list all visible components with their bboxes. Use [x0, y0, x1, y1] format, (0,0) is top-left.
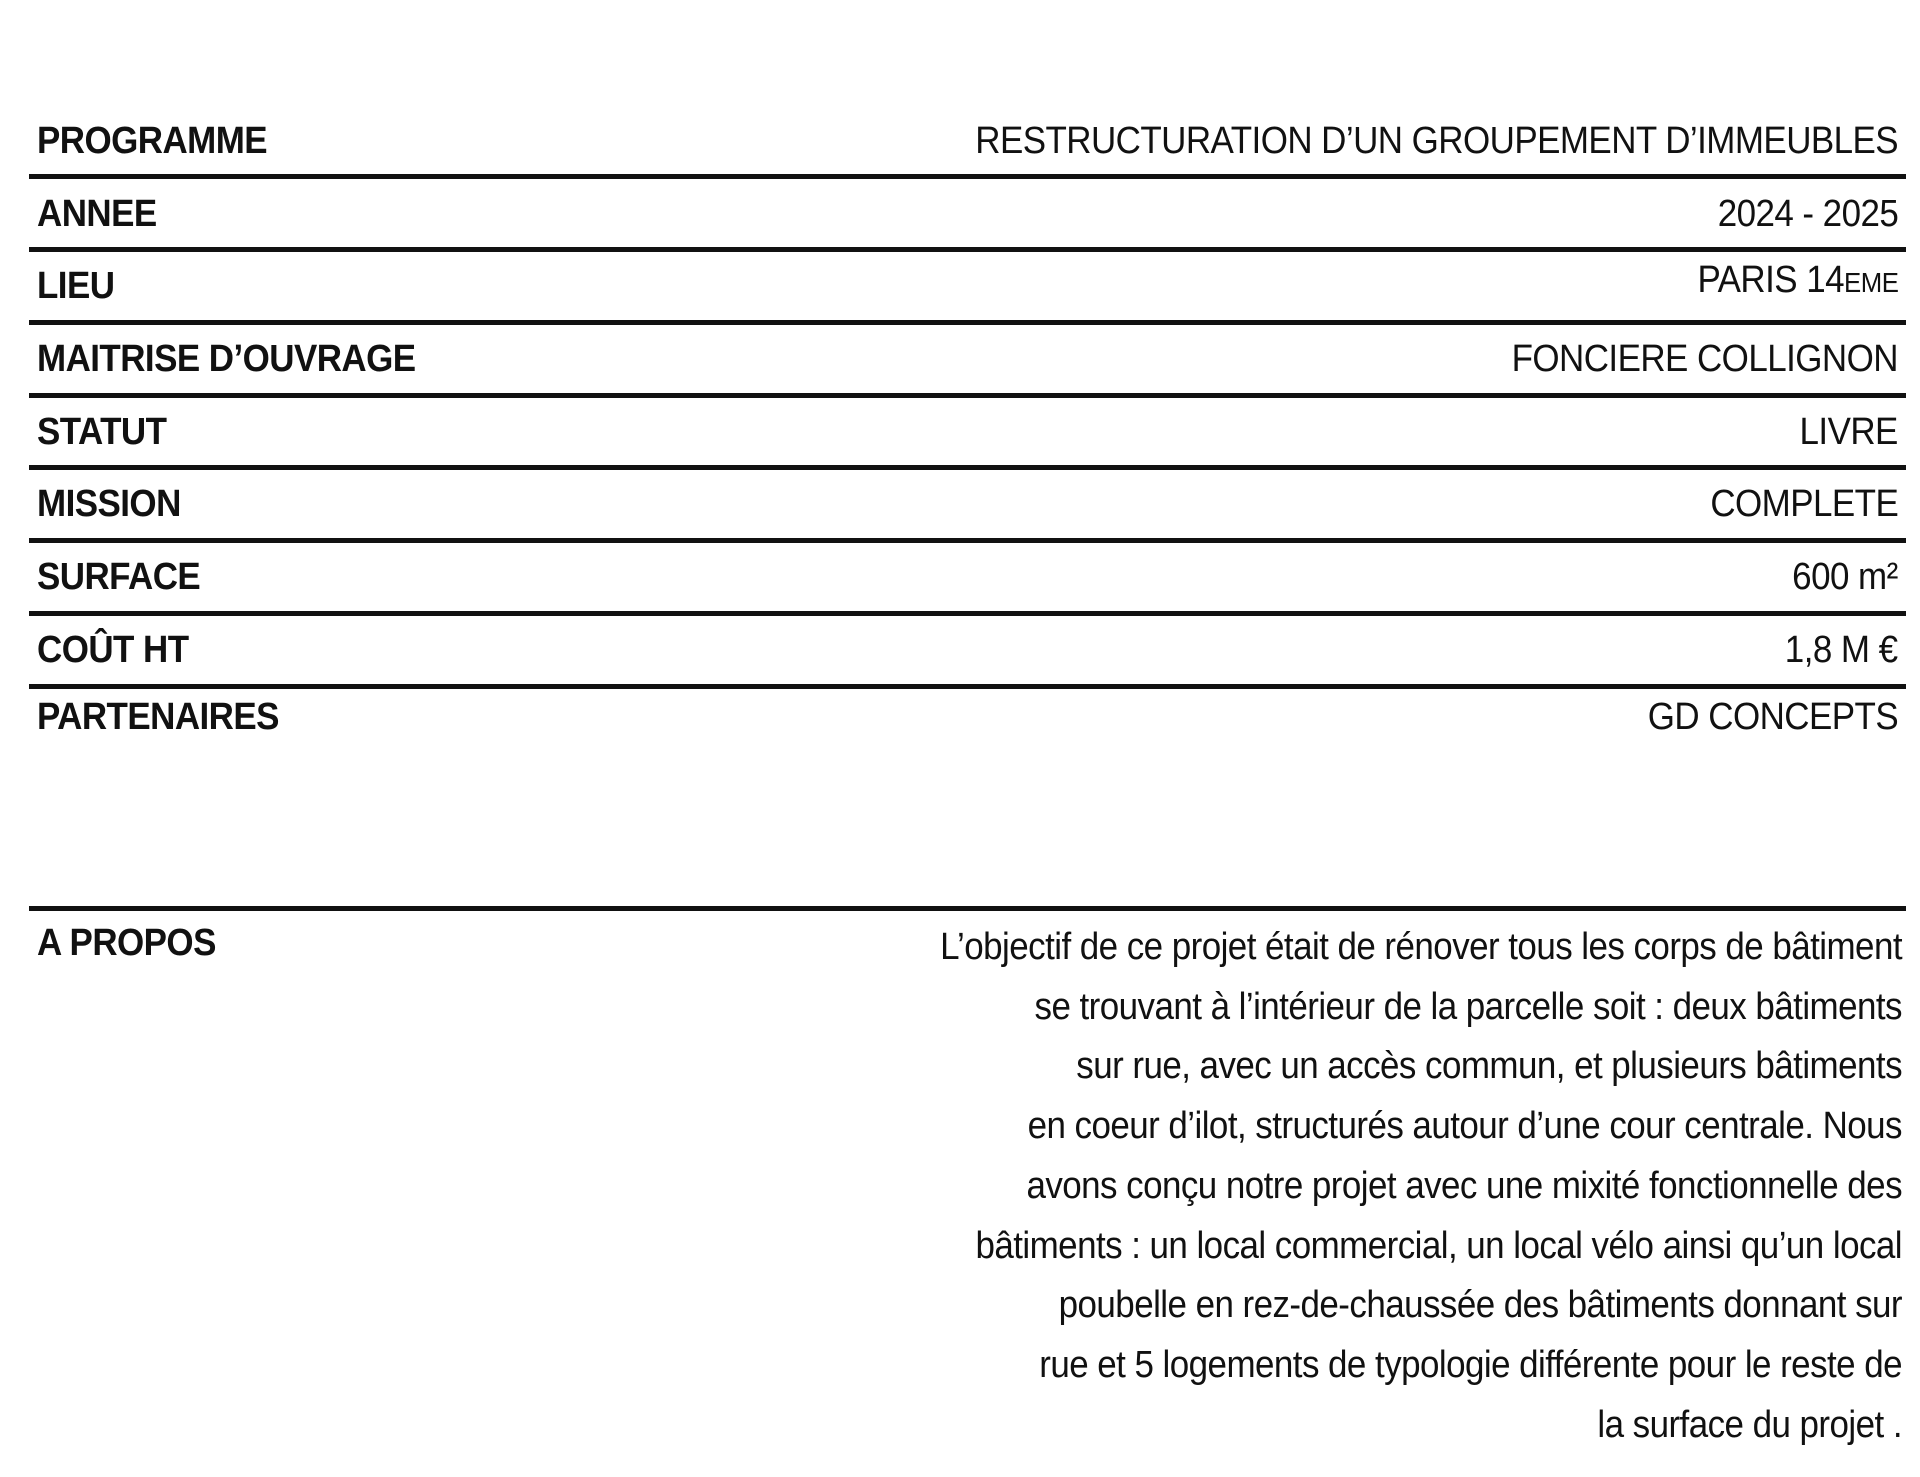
spec-value: COMPLETE [1710, 483, 1898, 525]
about-description [762, 918, 1902, 1455]
spec-value: 600 m² [1792, 556, 1898, 598]
spec-row-cout-ht [29, 630, 1906, 670]
row-divider [29, 174, 1906, 179]
spec-label: PROGRAMME [37, 120, 268, 162]
spec-label: MAITRISE D’OUVRAGE [37, 338, 416, 380]
about-line: la surface du projet . [1597, 1403, 1902, 1446]
spec-row-maitrise-ouvrage [29, 339, 1906, 379]
spec-row-lieu [29, 259, 1906, 307]
spec-row-mission [29, 484, 1906, 524]
spec-label: SURFACE [37, 556, 201, 598]
spec-row-programme [29, 121, 1906, 161]
row-divider [29, 320, 1906, 325]
spec-value: PARIS 14EME [1697, 259, 1898, 301]
about-line: sur rue, avec un accès commun, et plusieurs bâtiments [1076, 1045, 1902, 1088]
spec-value: FONCIERE COLLIGNON [1511, 338, 1898, 380]
spec-row-surface [29, 557, 1906, 597]
spec-label: LIEU [37, 265, 115, 307]
spec-label: PARTENAIRES [37, 696, 279, 738]
row-divider [29, 393, 1906, 398]
spec-label: MISSION [37, 483, 181, 525]
about-divider [29, 906, 1906, 911]
about-title: A PROPOS [37, 922, 216, 964]
about-line: rue et 5 logements de typologie différente pour le reste de [1039, 1343, 1902, 1386]
spec-label: STATUT [37, 411, 167, 453]
about-line: avons conçu notre projet avec une mixité fonctionnelle des [1026, 1164, 1902, 1207]
spec-row-partenaires [29, 697, 1906, 737]
spec-value: RESTRUCTURATION D’UN GROUPEMENT D’IMMEUBLES [975, 120, 1898, 162]
spec-label: COÛT HT [37, 629, 189, 671]
spec-value: 2024 - 2025 [1717, 193, 1898, 235]
row-divider [29, 247, 1906, 252]
about-line: se trouvant à l’intérieur de la parcelle soit : deux bâtiments [1034, 985, 1902, 1028]
spec-row-annee [29, 194, 1906, 234]
row-divider [29, 465, 1906, 470]
spec-row-statut [29, 412, 1906, 452]
project-sheet [29, 0, 1906, 1477]
spec-value: GD CONCEPTS [1647, 696, 1898, 738]
spec-value: 1,8 M € [1785, 629, 1898, 671]
row-divider [29, 611, 1906, 616]
about-line: poubelle en rez-de-chaussée des bâtiments donnant sur [1058, 1284, 1902, 1327]
spec-label: ANNEE [37, 193, 157, 235]
about-line: bâtiments : un local commercial, un local vélo ainsi qu’un local [975, 1224, 1902, 1267]
row-divider [29, 684, 1906, 689]
spec-value: LIVRE [1799, 411, 1898, 453]
row-divider [29, 538, 1906, 543]
about-line: L’objectif de ce projet était de rénover tous les corps de bâtiment [940, 926, 1902, 968]
about-line: en coeur d’ilot, structurés autour d’une cour centrale. Nous [1027, 1105, 1902, 1148]
